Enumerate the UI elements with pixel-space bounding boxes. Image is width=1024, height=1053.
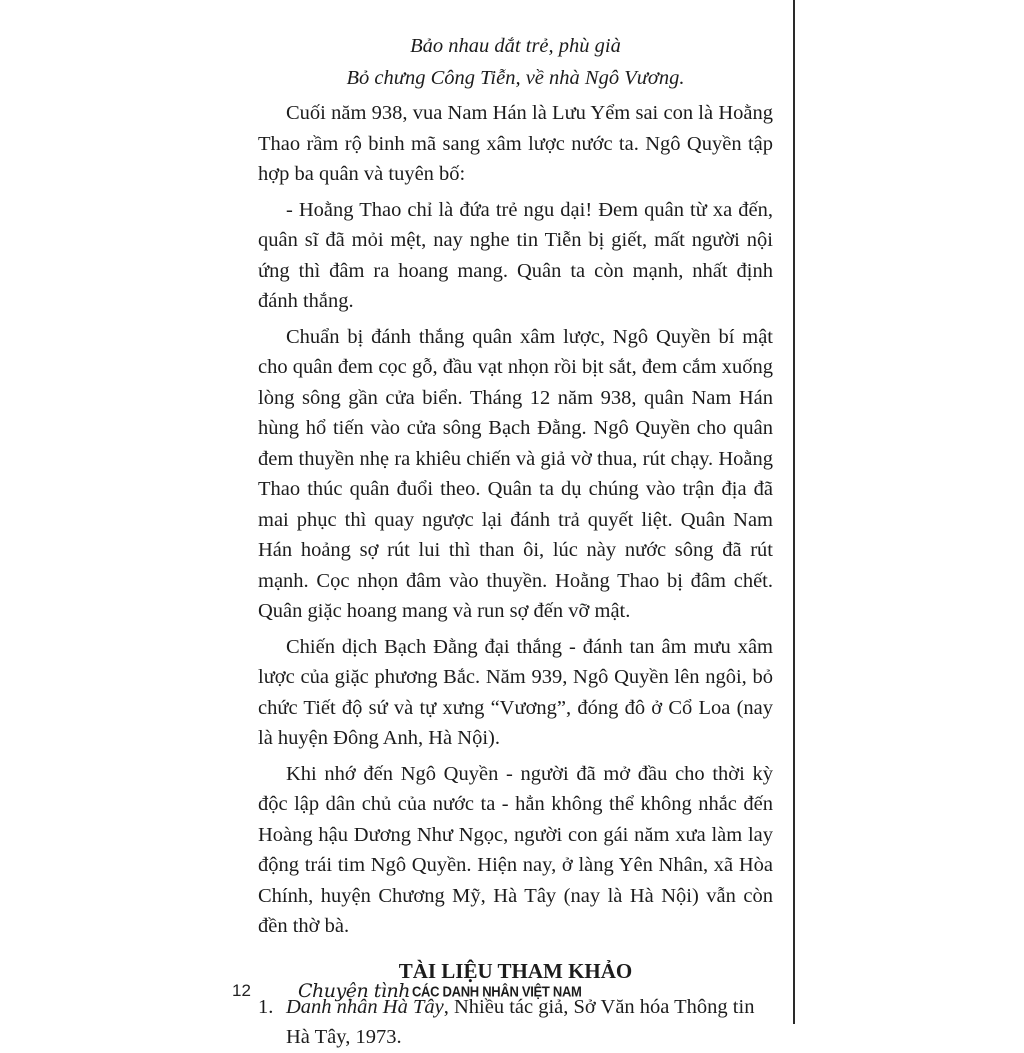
reference-details: , Nhiều tác giả, Sở Văn hóa Thông tin Hà Tây, 1973. [286,995,755,1048]
paragraph-1: Cuối năm 938, vua Nam Hán là Lưu Yểm sai con là Hoằng Thao rầm rộ binh mã sang xâm lược nước ta. Ngô Quyền tập hợp ba quân và tuyên bố: [258,102,773,185]
paragraph-5: Khi nhớ đến Ngô Quyền - người đã mở đầu cho thời kỳ độc lập dân chủ của nước ta - hẳn không thể không nhắc đến Hoàng hậu Dương Như Ngọc, người con gái năm xưa làm lay động trái tim Ngô Quyền. Hiện nay, ở làng Yên Nhân, xã Hòa Chính, huyện Chương Mỹ, Hà Tây (nay là Hà Nội) vẫn còn đền thờ bà. [258,762,773,937]
page-edge-line [793,0,795,1024]
verse-line-2: Bỏ chưng Công Tiễn, về nhà Ngô Vương. [346,67,685,89]
book-title-script: Chuyện tình [298,980,410,1002]
page-footer [232,974,582,1008]
page-body [258,30,773,1053]
paragraph-3: Chuẩn bị đánh thắng quân xâm lược, Ngô Quyền bí mật cho quân đem cọc gỗ, đầu vạt nhọn rồi bịt sắt, đem cắm xuống lòng sông gần cửa biển. Tháng 12 năm 938, quân Nam Hán hùng hổ tiến vào cửa sông Bạch Đằng. Ngô Quyền cho quân đem thuyền nhẹ ra khiêu chiến và giả vờ thua, rút chạy. Hoằng Thao thúc quân đuổi theo. Quân ta dụ chúng vào trận địa đã mai phục thì quay ngược lại đánh trả quyết liệt. Quân Nam Hán hoảng sợ rút lui thì than ôi, lúc này nước sông đã rút mạnh. Cọc nhọn đâm vào thuyền. Hoằng Thao bị đâm chết. Quân giặc hoang mang và run sợ đến vỡ mật. [258,325,773,622]
paragraph-2: - Hoằng Thao chỉ là đứa trẻ ngu dại! Đem quân từ xa đến, quân sĩ đã mỏi mệt, nay nghe tin Tiễn bị giết, mất người nội ứng thì đâm ra hoang mang. Quân ta còn mạnh, nhất định đánh thắng. [258,198,773,312]
reference-number: 1. [258,995,274,1018]
verse-line-1: Bảo nhau dắt trẻ, phù già [410,35,621,57]
reference-title: Danh nhân Hà Tây [286,995,444,1018]
book-title-caps: CÁC DANH NHÂN VIỆT NAM [411,982,582,1000]
paragraph-4: Chiến dịch Bạch Đằng đại thắng - đánh tan âm mưu xâm lược của giặc phương Bắc. Năm 939, Ngô Quyền lên ngôi, bỏ chức Tiết độ sứ và tự xưng “Vương”, đóng đô ở Cổ Loa (nay là huyện Đông Anh, Hà Nội). [258,635,773,749]
references-heading: TÀI LIỆU THAM KHẢO [398,958,633,983]
page-number: 12 [232,981,251,1000]
